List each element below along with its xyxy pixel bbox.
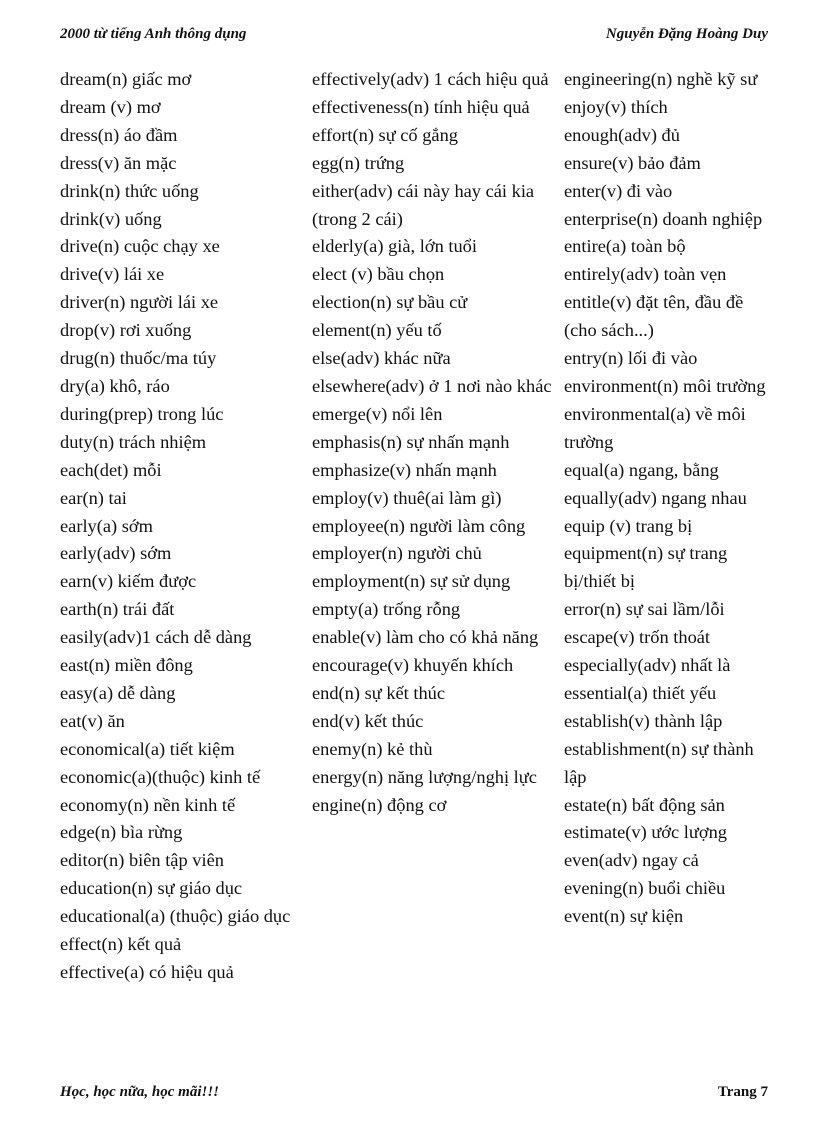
vocab-entry: effectiveness(n) tính hiệu quả [312, 96, 530, 117]
vocab-entry: encourage(v) khuyến khích [312, 655, 514, 676]
vocab-entry: dream(n) giấc mơ [60, 69, 192, 89]
vocab-entry: especially(adv) nhất là [564, 655, 731, 676]
vocab-entry: drug(n) thuốc/ma túy [60, 348, 217, 369]
vocabulary-column-3 [564, 66, 769, 987]
vocab-entry: effective(a) có hiệu quả [60, 962, 234, 982]
vocab-entry: drop(v) rơi xuống [60, 320, 192, 341]
vocab-entry: equip (v) trang bị [564, 515, 693, 536]
vocab-entry: emphasize(v) nhấn mạnh [312, 459, 497, 480]
vocab-entry: environmental(a) về môi trường [564, 403, 746, 452]
vocabulary-column-2 [312, 66, 564, 987]
vocab-entry: ensure(v) bảo đảm [564, 152, 701, 173]
vocab-entry: engineering(n) nghề kỹ sư [564, 69, 758, 89]
vocab-entry: end(v) kết thúc [312, 710, 424, 731]
page-footer [60, 1084, 768, 1101]
vocab-entry: employer(n) người chủ [312, 543, 482, 564]
vocab-entry: environment(n) môi trường [564, 375, 766, 396]
vocab-entry: edge(n) bìa rừng [60, 822, 183, 843]
vocab-entry: dream (v) mơ [60, 96, 161, 117]
vocab-entry: end(n) sự kết thúc [312, 682, 446, 703]
vocab-entry: egg(n) trứng [312, 152, 405, 173]
vocab-entry: driver(n) người lái xe [60, 292, 219, 313]
vocab-entry: entirely(adv) toàn vẹn [564, 264, 727, 285]
vocab-entry: enough(adv) đủ [564, 124, 680, 145]
vocab-entry: election(n) sự bầu cử [312, 292, 468, 313]
vocab-entry: effect(n) kết quả [60, 934, 182, 955]
vocab-entry: earn(v) kiếm được [60, 571, 197, 592]
vocab-entry: estimate(v) ước lượng [564, 822, 727, 843]
vocab-entry: employee(n) người làm công [312, 515, 526, 536]
vocab-entry: error(n) sự sai lầm/lỗi [564, 599, 725, 620]
vocab-entry: dry(a) khô, ráo [60, 375, 170, 396]
page-number: Trang 7 [717, 1084, 768, 1100]
vocab-entry: economic(a)(thuộc) kinh tế [60, 766, 261, 787]
vocab-entry: element(n) yếu tố [312, 320, 442, 341]
vocab-entry: entry(n) lối đi vào [564, 348, 698, 369]
vocab-entry: drink(v) uống [60, 208, 162, 229]
vocab-entry: empty(a) trống rỗng [312, 599, 461, 620]
footer-motto: Học, học nữa, học mãi!!! [60, 1084, 220, 1100]
vocab-entry: effort(n) sự cố gắng [312, 124, 458, 145]
vocab-entry: elsewhere(adv) ở 1 nơi nào khác [312, 375, 552, 396]
vocab-entry: early(a) sớm [60, 515, 153, 536]
vocab-entry: enterprise(n) doanh nghiệp [564, 208, 763, 229]
vocab-entry: evening(n) buổi chiều [564, 878, 726, 899]
vocab-entry: emphasis(n) sự nhấn mạnh [312, 431, 510, 452]
vocab-entry: education(n) sự giáo dục [60, 878, 243, 899]
vocab-entry: earth(n) trái đất [60, 599, 175, 620]
vocab-entry: eat(v) ăn [60, 710, 125, 731]
vocab-entry: enable(v) làm cho có khả năng [312, 627, 539, 648]
vocab-entry: drink(n) thức uống [60, 180, 199, 201]
page-header [60, 26, 768, 43]
vocab-entry: employment(n) sự sử dụng [312, 571, 511, 592]
vocab-entry: entitle(v) đặt tên, đầu đề (cho sách...) [564, 292, 744, 341]
vocab-entry: duty(n) trách nhiệm [60, 431, 207, 452]
vocab-entry: dress(v) ăn mặc [60, 152, 177, 173]
vocab-entry: easily(adv)1 cách dễ dàng [60, 627, 252, 648]
vocab-entry: establish(v) thành lập [564, 710, 723, 731]
vocab-entry: equal(a) ngang, bằng [564, 459, 719, 480]
vocab-entry: easy(a) dễ dàng [60, 682, 176, 703]
vocab-entry: east(n) miền đông [60, 655, 193, 676]
vocab-entry: engine(n) động cơ [312, 794, 447, 815]
author-name: Nguyễn Đặng Hoàng Duy [605, 26, 768, 42]
book-title: 2000 từ tiếng Anh thông dụng [60, 26, 247, 42]
vocab-entry: escape(v) trốn thoát [564, 627, 711, 648]
vocab-entry: each(det) mỗi [60, 459, 162, 480]
vocab-entry: elderly(a) già, lớn tuổi [312, 236, 477, 257]
vocab-entry: ear(n) tai [60, 487, 127, 508]
vocab-entry: estate(n) bất động sản [564, 794, 725, 815]
vocab-entry: event(n) sự kiện [564, 906, 684, 927]
vocab-entry: essential(a) thiết yếu [564, 682, 717, 703]
vocab-entry: equally(adv) ngang nhau [564, 487, 747, 508]
vocab-entry: even(adv) ngay cả [564, 850, 699, 871]
vocab-entry: dress(n) áo đầm [60, 124, 178, 145]
vocab-entry: enjoy(v) thích [564, 96, 668, 117]
vocab-entry: equipment(n) sự trang bị/thiết bị [564, 543, 728, 592]
vocab-entry: establishment(n) sự thành lập [564, 738, 754, 787]
vocab-entry: enter(v) đi vào [564, 180, 673, 201]
vocab-entry: educational(a) (thuộc) giáo dục [60, 906, 291, 927]
vocab-entry: emerge(v) nổi lên [312, 403, 443, 424]
vocabulary-column-1 [60, 66, 312, 987]
vocab-entry: economy(n) nền kinh tế [60, 794, 236, 815]
vocab-entry: either(adv) cái này hay cái kia (trong 2 cái) [312, 180, 535, 229]
vocab-entry: else(adv) khác nữa [312, 348, 451, 369]
vocab-entry: drive(v) lái xe [60, 264, 165, 285]
vocab-entry: editor(n) biên tập viên [60, 850, 224, 871]
vocab-entry: effectively(adv) 1 cách hiệu quả [312, 69, 549, 89]
vocab-entry: drive(n) cuộc chạy xe [60, 236, 220, 257]
vocabulary-columns [60, 66, 780, 987]
vocab-entry: employ(v) thuê(ai làm gì) [312, 487, 502, 508]
vocab-entry: during(prep) trong lúc [60, 403, 224, 424]
vocab-entry: entire(a) toàn bộ [564, 236, 686, 257]
vocab-entry: early(adv) sớm [60, 543, 172, 564]
vocab-entry: enemy(n) kẻ thù [312, 738, 433, 759]
vocab-entry: elect (v) bầu chọn [312, 264, 445, 285]
vocab-entry: energy(n) năng lượng/nghị lực [312, 766, 537, 787]
vocab-entry: economical(a) tiết kiệm [60, 738, 235, 759]
